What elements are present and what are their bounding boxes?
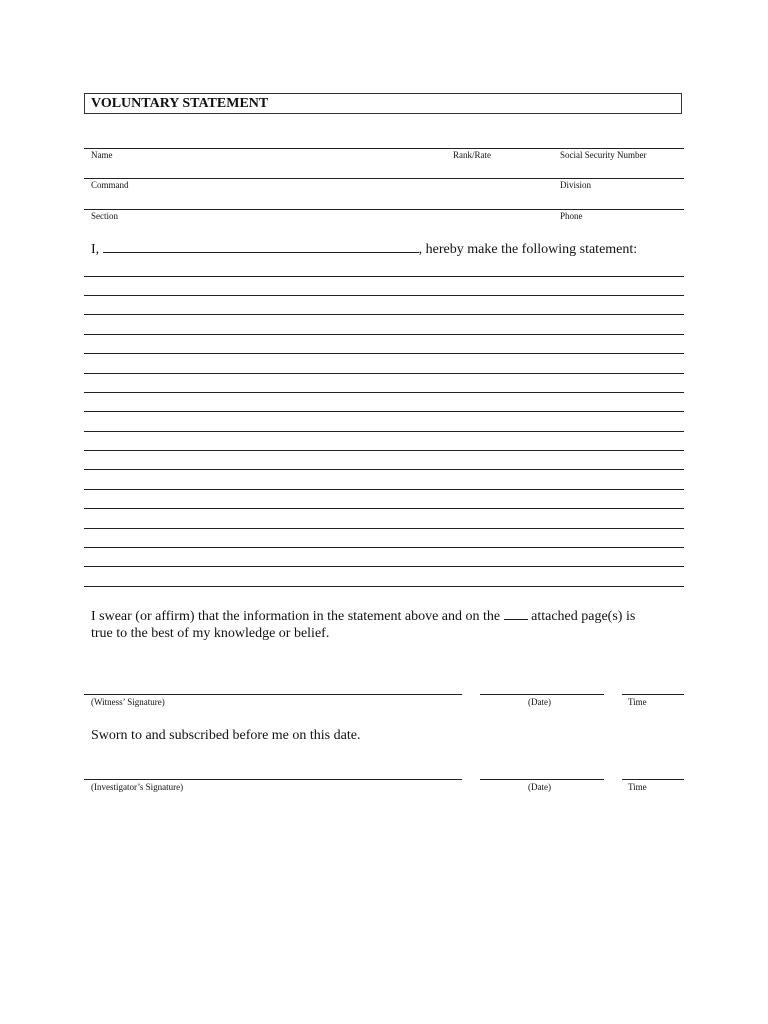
investigator-date-line[interactable] — [480, 779, 604, 780]
statement-line[interactable] — [84, 508, 684, 509]
statement-intro — [91, 238, 637, 259]
declarant-name-blank[interactable] — [103, 238, 419, 253]
witness-date-label: (Date) — [528, 697, 551, 707]
oath-text-a: I swear (or affirm) that the information in the statement above and on the — [91, 609, 501, 624]
witness-signature-label: (Witness’ Signature) — [91, 697, 165, 707]
statement-line[interactable] — [84, 566, 684, 567]
statement-intro-prefix: I, — [91, 242, 100, 257]
command-label: Command — [91, 180, 129, 190]
statement-line[interactable] — [84, 431, 684, 432]
statement-line[interactable] — [84, 276, 684, 277]
oath-line-2: true to the best of my knowledge or belief. — [91, 626, 330, 641]
statement-line[interactable] — [84, 392, 684, 393]
section-row-line — [84, 209, 684, 210]
statement-line[interactable] — [84, 586, 684, 587]
oath-line-1 — [91, 605, 635, 626]
statement-line[interactable] — [84, 295, 684, 296]
witness-time-label: Time — [628, 697, 647, 707]
statement-line[interactable] — [84, 528, 684, 529]
ssn-label: Social Security Number — [560, 150, 647, 160]
investigator-signature-line[interactable] — [84, 779, 462, 780]
oath-text-b: attached page(s) is — [531, 609, 636, 624]
phone-label: Phone — [560, 211, 583, 221]
investigator-date-label: (Date) — [528, 782, 551, 792]
statement-line[interactable] — [84, 547, 684, 548]
section-label: Section — [91, 211, 118, 221]
investigator-signature-label: (Investigator’s Signature) — [91, 782, 184, 792]
form-title: VOLUNTARY STATEMENT — [84, 93, 682, 114]
investigator-time-label: Time — [628, 782, 647, 792]
witness-signature-line[interactable] — [84, 694, 462, 695]
command-row-line — [84, 178, 684, 179]
statement-line[interactable] — [84, 314, 684, 315]
statement-line[interactable] — [84, 450, 684, 451]
rank-label: Rank/Rate — [453, 150, 491, 160]
statement-line[interactable] — [84, 469, 684, 470]
statement-intro-suffix: , hereby make the following statement: — [418, 242, 638, 257]
statement-line[interactable] — [84, 334, 684, 335]
statement-line[interactable] — [84, 353, 684, 354]
division-label: Division — [560, 180, 592, 190]
attached-pages-blank[interactable] — [504, 605, 528, 620]
name-label: Name — [91, 150, 113, 160]
investigator-time-line[interactable] — [622, 779, 684, 780]
statement-line[interactable] — [84, 489, 684, 490]
name-row-line — [84, 148, 684, 149]
witness-time-line[interactable] — [622, 694, 684, 695]
statement-line[interactable] — [84, 411, 684, 412]
witness-date-line[interactable] — [480, 694, 604, 695]
sworn-statement: Sworn to and subscribed before me on this date. — [91, 728, 361, 743]
statement-line[interactable] — [84, 373, 684, 374]
